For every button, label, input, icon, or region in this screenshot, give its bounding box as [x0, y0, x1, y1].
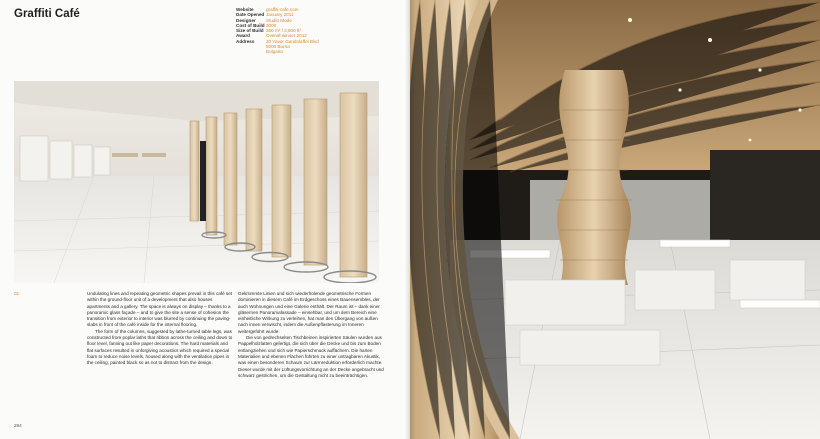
spec-value: Studio Mode	[266, 17, 292, 23]
paragraph: The form of the columns, suggested by lathe-turned table legs, was constructed from poplar laths that ribbon across the ceiling and down to floor level, fanning out like paper decorations. The hard materials and flat surfaces resulted in unforgiving acoustics which required a special foam to reduce noise levels, housed along with the ventilation pipes in the ceiling, painted black so as not to distract from the design.	[87, 328, 233, 366]
paragraph: Gekrümmte Linien und sich wiederholende geometrische Formen dominieren in diesem Café im Erdgeschoss eines Bauensembles, der auch Wohnungen und eine Galerie enthält. Der Raum ist – dank einer gläsernen Panoramafassade – einsehbar, und um dem Bereich eine einheitliche Wirkung zu verleihen, hat man den Übergang von außen nach innen verwischt, indem die Außenpflasterung im Inneren weitergeführt wurde.	[238, 291, 380, 334]
paragraph: Die von gedrechselten Tischbeinen inspirierten Säulen wurden aus Pappelholzlatten gefertigt, die sich über die Decke und bis zum Boden entlangziehen und sich wie Papierschmuck auffächern. Die harten Materialien und ebenen Flächen führten zu einer untragbaren Akustik, was einen besonderen Schaum zur Lärmreduktion erforderlich machte. Dieser wurde mit der Lüftungsvorrichtung an der Decke angebracht und schwarz gestrichen, um die Gestaltung nicht zu beeinträchtigen.	[238, 335, 384, 378]
spec-label: Address	[236, 38, 255, 44]
wooden-column-photo	[410, 0, 820, 439]
paragraph: Undulating lines and repeating geometric shapes prevail in this café set within the ground-floor unit of a development that also houses apartments and a gallery. The space is always on display – thanks to a panoramic glass façade – and to give the site a sense of cohesion the transition from exterior to interior was blurred by continuing the paving-slabs in front of the café inside for the internal flooring.	[87, 291, 233, 328]
spec-label: Date Opened	[236, 12, 265, 18]
spec-row	[236, 49, 319, 54]
spec-value: January 2011	[266, 12, 294, 18]
spec-value: Bulgaria	[266, 49, 283, 55]
caption-number: 01	[14, 291, 20, 296]
right-page-photo	[410, 0, 820, 439]
spec-label: Website	[236, 7, 254, 12]
cafe-interior-photo	[14, 81, 379, 283]
page-number: 284	[14, 423, 22, 428]
spec-value: 20 Yavor Gandolaffel Blvd	[266, 38, 319, 44]
spec-table	[236, 7, 319, 55]
spec-label: Size of Build	[236, 28, 264, 34]
spec-label	[236, 49, 266, 54]
spec-value: Overall winner 2012	[266, 33, 307, 39]
book-gutter	[405, 0, 415, 439]
spec-value: 380 m² / 3,800 ft²	[266, 28, 301, 34]
spec-label: Award	[236, 33, 250, 39]
spec-label: Cost of Build	[236, 22, 265, 28]
page-title: Graffiti Café	[14, 8, 80, 20]
spec-value: 5000 Burna	[266, 44, 290, 50]
english-text-column	[87, 291, 235, 367]
german-text-column	[238, 291, 386, 379]
spec-value: 3000	[266, 22, 277, 28]
spec-value: graffiti-cafe.com	[266, 7, 299, 12]
spec-label: Designer	[236, 17, 256, 23]
